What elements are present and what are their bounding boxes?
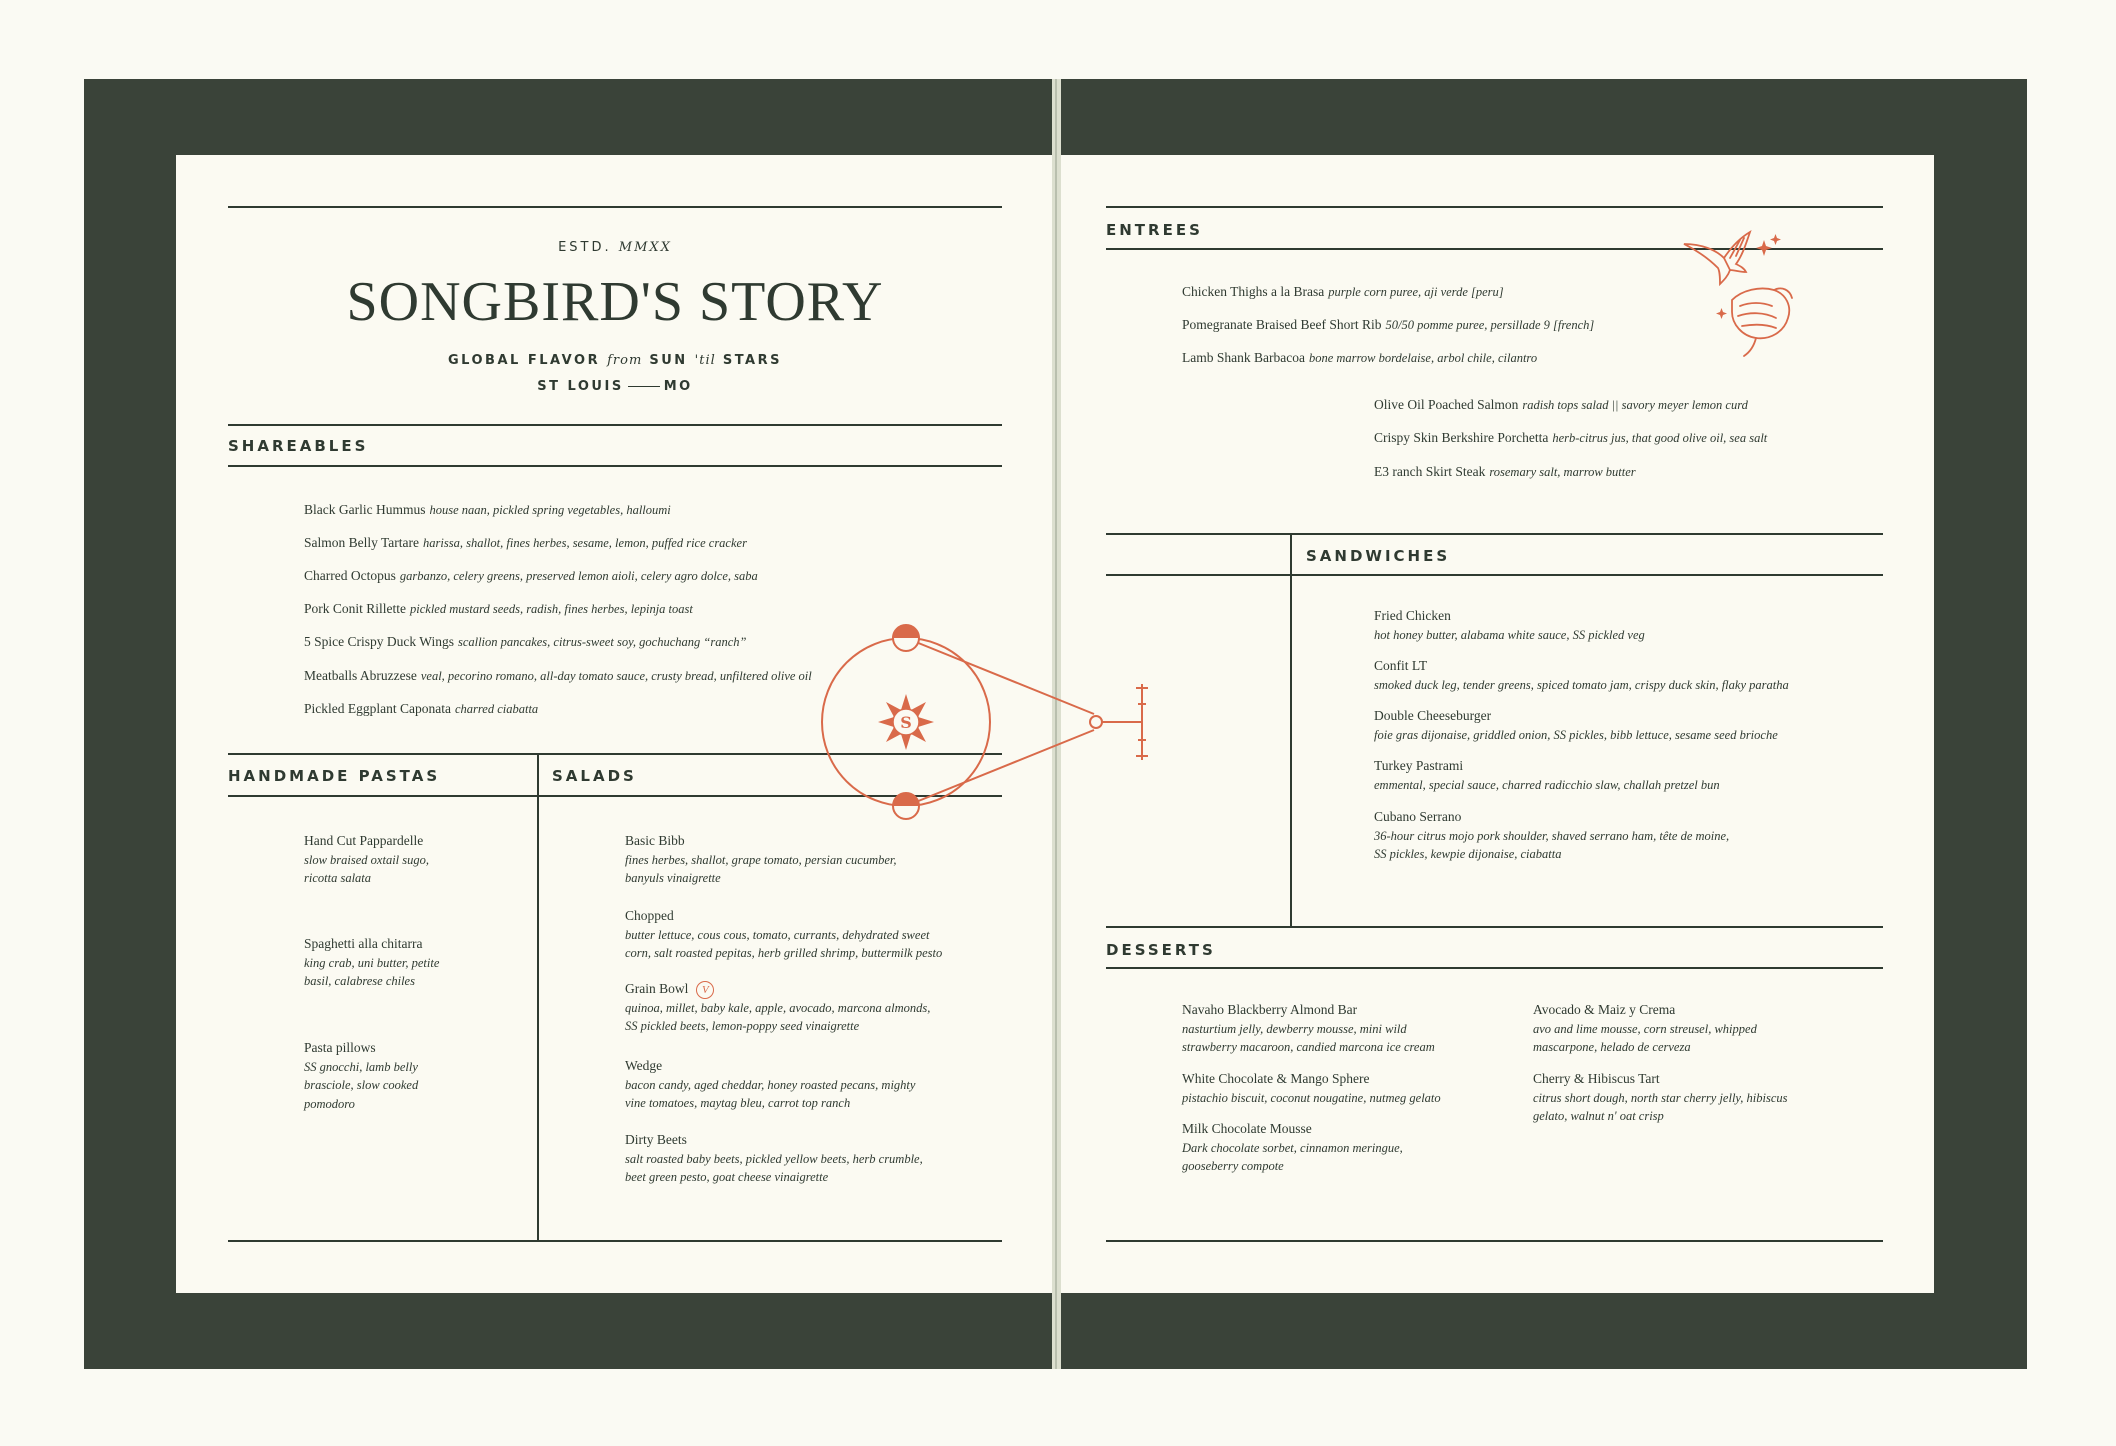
menu-item: Olive Oil Poached Salmon radish tops salad || savory meyer lemon curd (1374, 397, 1748, 412)
menu-item: Lamb Shank Barbacoa bone marrow bordelaise, arbol chile, cilantro (1182, 350, 1538, 365)
menu-item: Salmon Belly Tartare harissa, shallot, fines herbes, sesame, lemon, puffed rice cracker (304, 535, 747, 550)
songbird-hands-illustration-icon (1680, 228, 1810, 368)
menu-item: Spaghetti alla chitarra king crab, uni butter, petite basil, calabrese chiles (304, 936, 440, 988)
menu-item: Pork Conit Rillette pickled mustard seeds, radish, fines herbes, lepinja toast (304, 601, 693, 616)
column-divider (1290, 533, 1292, 927)
menu-item: Pasta pillows SS gnocchi, lamb belly brasciole, slow cooked pomodoro (304, 1040, 419, 1111)
menu-item: Cubano Serrano 36-hour citrus mojo pork shoulder, shaved serrano ham, tête de moine, SS pickles, kewpie dijonaise, ciabatta (1374, 809, 1730, 861)
location-line: ST LOUIS MO (537, 379, 693, 394)
section-title-salads: SALADS (552, 767, 637, 785)
menu-item: Dirty Beets salt roasted baby beets, pickled yellow beets, herb crumble, beet green pesto, goat cheese vinaigrette (625, 1132, 923, 1184)
menu-item: Double Cheeseburger foie gras dijonaise, griddled onion, SS pickles, bibb lettuce, sesame seed brioche (1374, 708, 1778, 742)
menu-item: Chopped butter lettuce, cous cous, tomato, currants, dehydrated sweet corn, salt roasted pepitas, herb grilled shrimp, buttermilk pesto (625, 908, 943, 960)
rule (228, 206, 1002, 208)
section-title-pastas: HANDMADE PASTAS (228, 767, 441, 785)
menu-item: Basic Bibb fines herbes, shallot, grape tomato, persian cucumber, banyuls vinaigrette (625, 833, 897, 885)
menu-item: White Chocolate & Mango Sphere pistachio biscuit, coconut nougatine, nutmeg gelato (1182, 1071, 1441, 1105)
emblem-letter: S (900, 713, 912, 732)
menu-item: 5 Spice Crispy Duck Wings scallion pancakes, citrus-sweet soy, gochuchang “ranch” (304, 634, 747, 649)
rule (1106, 926, 1883, 928)
tagline: GLOBAL FLAVOR from SUN 'til STARS (448, 353, 782, 368)
rule (228, 465, 1002, 467)
orbit-emblem-icon (820, 618, 1150, 824)
rule (1106, 206, 1883, 208)
rule (1106, 533, 1883, 535)
restaurant-title: SONGBIRD'S STORY (346, 271, 884, 333)
menu-item: Wedge bacon candy, aged cheddar, honey roasted pecans, mighty vine tomatoes, maytag bleu, carrot top ranch (625, 1058, 916, 1110)
section-title-desserts: DESSERTS (1106, 941, 1216, 959)
section-title-entrees: ENTREES (1106, 221, 1203, 239)
rule (228, 424, 1002, 426)
rule (1106, 967, 1883, 969)
menu-item: E3 ranch Skirt Steak rosemary salt, marrow butter (1374, 464, 1636, 479)
rule (228, 1240, 1002, 1242)
menu-item: Navaho Blackberry Almond Bar nasturtium jelly, dewberry mousse, mini wild strawberry macaroon, candied marcona ice cream (1182, 1002, 1435, 1054)
menu-item: Chicken Thighs a la Brasa purple corn puree, aji verde [peru] (1182, 284, 1504, 299)
established-line: ESTD. MMXX (558, 240, 672, 255)
menu-item: Hand Cut Pappardelle slow braised oxtail sugo, ricotta salata (304, 833, 430, 885)
menu-item: Pomegranate Braised Beef Short Rib 50/50 pomme puree, persillade 9 [french] (1182, 317, 1595, 332)
rule (1106, 1240, 1883, 1242)
rule (1106, 574, 1883, 576)
menu-item: Milk Chocolate Mousse Dark chocolate sorbet, cinnamon meringue, gooseberry compote (1182, 1121, 1403, 1173)
section-title-shareables: SHAREABLES (228, 437, 369, 455)
menu-item: Avocado & Maiz y Crema avo and lime mousse, corn streusel, whipped mascarpone, helado de cerveza (1533, 1002, 1757, 1054)
menu-item: Grain Bowl V quinoa, millet, baby kale, apple, avocado, marcona almonds, SS pickled beets, lemon-poppy seed vinaigrette (625, 981, 931, 1034)
menu-item: Meatballs Abruzzese veal, pecorino romano, all-day tomato sauce, crusty bread, unfiltered olive oil (304, 668, 812, 683)
menu-item: Charred Octopus garbanzo, celery greens, preserved lemon aioli, celery agro dolce, saba (304, 568, 758, 583)
vegetarian-badge-icon: V (696, 981, 714, 999)
menu-item: Confit LT smoked duck leg, tender greens, spiced tomato jam, crispy duck skin, flaky paratha (1374, 658, 1789, 692)
menu-item: Cherry & Hibiscus Tart citrus short dough, north star cherry jelly, hibiscus gelato, walnut n' oat crisp (1533, 1071, 1788, 1123)
menu-item: Pickled Eggplant Caponata charred ciabatta (304, 701, 539, 716)
menu-item: Fried Chicken hot honey butter, alabama white sauce, SS pickled veg (1374, 608, 1645, 642)
section-title-sandwiches: SANDWICHES (1306, 547, 1451, 565)
menu-item: Turkey Pastrami emmental, special sauce, charred radicchio slaw, challah pretzel bun (1374, 758, 1720, 792)
menu-item: Black Garlic Hummus house naan, pickled spring vegetables, halloumi (304, 502, 671, 517)
column-divider (537, 753, 539, 1241)
menu-item: Crispy Skin Berkshire Porchetta herb-citrus jus, that good olive oil, sea salt (1374, 430, 1768, 445)
